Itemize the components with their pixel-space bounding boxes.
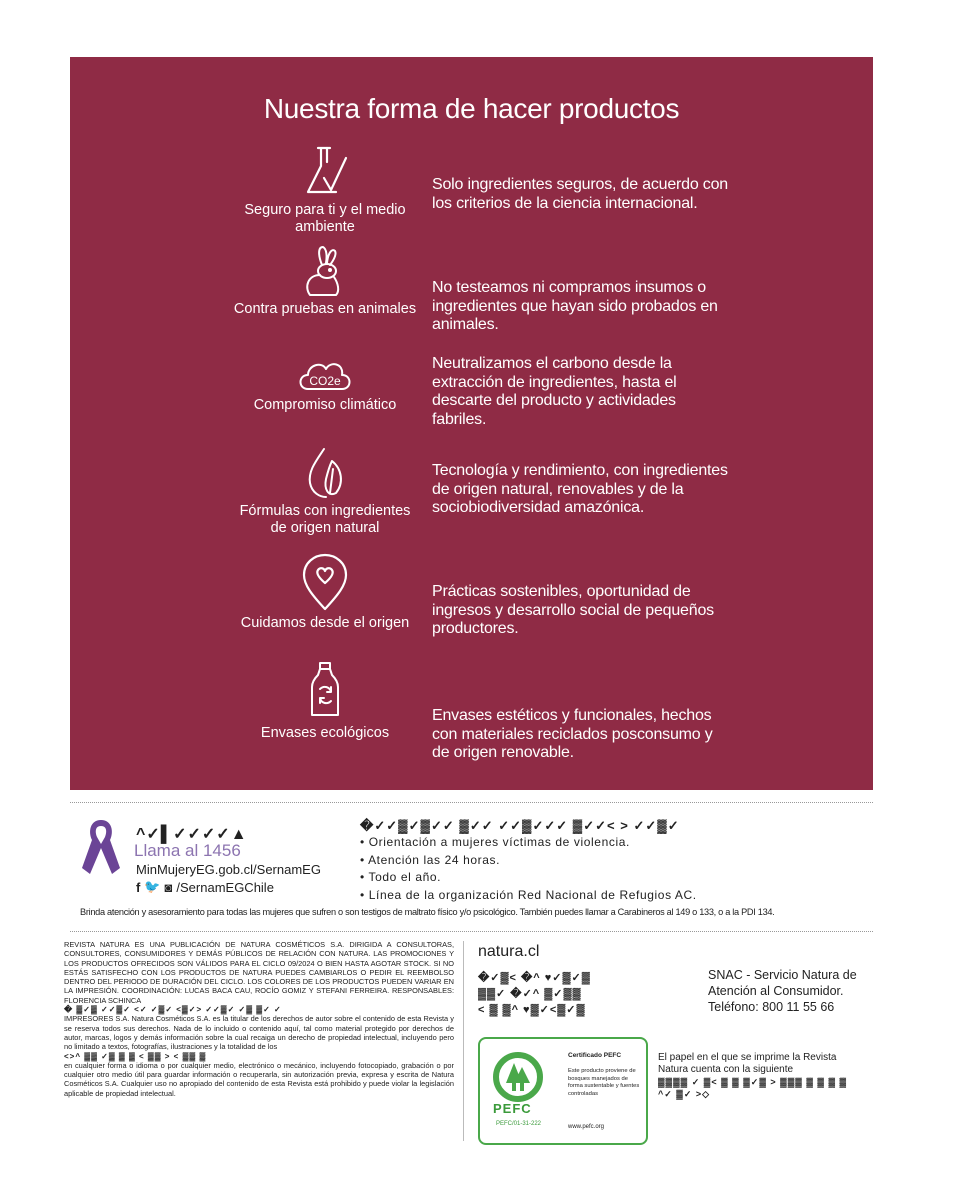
legal-paragraph: IMPRESORES S.A. Natura Cosméticos S.A. es la titular de los derechos de autor sobre el contenido de esta Revista y se reserva todos sus derechos. Nada de lo incluido o contenido aquí, tal como material protegido por derechos de autor, marcas, logos y demás información sobre la cual recaiga un derecho de propiedad intelectual, incluyendo pero no limitado a textos, fotografías, ilustraciones y la totalidad de los <box>64 1014 454 1052</box>
legal-paragraph: en cualquier forma o idioma o por cualquier medio, electrónico o mecánico, incluyendo fotocopiado, grabación o por cualquier otro medio útil para guardar información o recuperarla, sin autorización previa, expresa y escrita de Natura Cosméticos S.A. Cualquier uso no apropiado del contenido de esta Revista está prohibido y puede violar la legislación aplicable de propiedad intelectual. <box>64 1060 454 1098</box>
list-item: • Línea de la organización Red Nacional de Refugios AC. <box>360 887 697 905</box>
helpline-note: Brinda atención y asesoramiento para todas las mujeres que sufren o son testigos de maltrato físico y/o psicológico. También puedes llamar a Carabineros al 149 o 133, o a la PDI 134. <box>80 907 775 917</box>
pefc-text: Este producto proviene de bosques manejados de forma sustentable y fuentes controladas <box>568 1068 640 1097</box>
legal-paragraph: REVISTA NATURA ES UNA PUBLICACIÓN DE NATURA COSMÉTICOS S.A. DIRIGIDA A CONSULTORAS, CONSULTORES, CONSUMIDORES Y DEMÁS PÚBLICOS DE RELACIÓN CON NATURA. LAS PROMOCIONES Y LOS PRODUCTOS OFRECIDOS SON VÁLIDOS PARA EL CICLO 09/2024 O BIEN HASTA AGOTAR STOCK. SI NO ESTÁS SATISFECHO CON LOS PRODUCTOS DE NATURA PUEDES CAMBIARLOS O PEDIR EL REEMBOLSO DENTRO DEL PERIODO DE DURACIÓN DEL CICLO. LOS COLORES DE LOS PRODUCTOS PUEDEN VARIAR EN LA IMPRESIÓN. COORDINACIÓN: LUCAS BACA CAU, ROCÍO GOMIZ Y STEFANI FERREIRA. RESPONSABLES: FLORENCIA SCHINCA <box>64 940 454 1005</box>
helpline-header: �✓✓▓✓▓✓✓ ▓✓✓ ✓✓▓✓✓✓ ▓✓✓< > ✓✓▓✓ <box>360 818 680 833</box>
item-desc: Neutralizamos el carbono desde la extracción de ingredientes, hasta el descarte del producto y actividades fabriles. <box>432 355 677 428</box>
pefc-org: www.pefc.org <box>568 1124 605 1130</box>
item-label: Fórmulas con ingredientes de origen natural <box>239 503 411 536</box>
redacted-text: < ▓ ▓^ ♥▓✓<▓✓▓ <box>478 1004 586 1016</box>
pefc-code: PEFC/01-31-222 <box>496 1121 542 1127</box>
paper-note <box>658 1052 858 1100</box>
divider <box>70 931 873 932</box>
redacted-text: ▓▓▓▓ ✓ ▓< ▓ ▓ ▓✓▓ > ▓▓▓ ▓ ▓ ▓ ▓ ^✓ ▓✓ >◇ <box>658 1077 848 1099</box>
item-desc: Envases estéticos y funcionales, hechos con materiales reciclados posconsumo y de origen renovable. <box>432 707 713 761</box>
social-handle[interactable]: /SernamEGChile <box>176 879 274 895</box>
item-desc: Solo ingredientes seguros, de acuerdo con los criterios de la ciencia internacional. <box>432 176 729 212</box>
item-label: Envases ecológicos <box>260 725 390 741</box>
item-label: Seguro para ti y el medio ambiente <box>244 202 406 235</box>
awareness-ribbon-icon <box>80 818 122 876</box>
redacted-text: � ▓✓▓ ✓✓▓✓ <✓ ✓▓✓ <▓✓> ✓✓▓✓ ✓▓ ▓✓ ✓ <box>64 1005 282 1015</box>
divider <box>70 802 873 803</box>
natura-link[interactable]: natura.cl <box>478 943 540 960</box>
pefc-name: PEFC <box>493 1101 532 1116</box>
list-item: • Todo el año. <box>360 869 697 887</box>
redacted-text: ▓▓✓ �✓^ ▓✓▓▓ <box>478 988 582 1000</box>
heart-pin-icon <box>296 553 354 611</box>
rabbit-icon <box>296 243 354 301</box>
facebook-icon[interactable]: f <box>136 879 141 895</box>
list-item: • Orientación a mujeres víctimas de violencia. <box>360 834 697 852</box>
item-label: Cuidamos desde el origen <box>240 615 410 631</box>
helpline-code: ^✓▌✓✓✓✓▲ <box>136 826 248 843</box>
helpline-web-link[interactable]: MinMujeryEG.gob.cl/SernamEG <box>136 862 321 877</box>
helpline-call: Llama al 1456 <box>134 841 241 860</box>
twitter-icon[interactable]: 🐦 <box>144 879 161 894</box>
leaf-drop-icon <box>296 445 354 503</box>
redacted-text: <>^ ▓▓ ✓▓ ▓ ▓ < ▓▓ > < ▓▓ ▓ <box>64 1051 207 1061</box>
redacted-text: �✓▓< �^ ♥✓▓✓▓ <box>478 972 591 984</box>
helpline-list <box>360 834 697 904</box>
svg-text:CO2e: CO2e <box>309 374 341 388</box>
redacted-contact <box>478 970 688 1018</box>
pefc-certificate <box>478 1037 648 1145</box>
panel-title: Nuestra forma de hacer productos <box>263 93 680 124</box>
item-label: Contra pruebas en animales <box>233 301 417 317</box>
list-item: • Atención las 24 horas. <box>360 852 697 870</box>
helpline-social <box>136 879 274 895</box>
snac-info: SNAC - Servicio Natura de Atención al Consumidor. Teléfono: 800 11 55 66 <box>708 968 857 1014</box>
item-desc: Tecnología y rendimiento, con ingredientes de origen natural, renovables y de la sociobiodiversidad amazónica. <box>432 462 728 516</box>
item-desc: Prácticas sostenibles, oportunidad de ingresos y desarrollo social de pequeños productores. <box>432 583 714 637</box>
paper-text: El papel en el que se imprime la Revista Natura cuenta con la siguiente <box>658 1052 837 1075</box>
item-label: Compromiso climático <box>253 397 397 413</box>
sustainability-panel <box>70 57 873 790</box>
item-desc: No testeamos ni compramos insumos o ingredientes que hayan sido probados en animales. <box>432 279 718 333</box>
recycle-bottle-icon <box>296 661 354 719</box>
flask-check-icon <box>296 144 354 202</box>
divider <box>463 941 464 1141</box>
pefc-title: Certificado PEFC <box>568 1052 622 1059</box>
legal-text <box>64 940 454 1098</box>
instagram-icon[interactable]: ◙ <box>164 879 173 895</box>
